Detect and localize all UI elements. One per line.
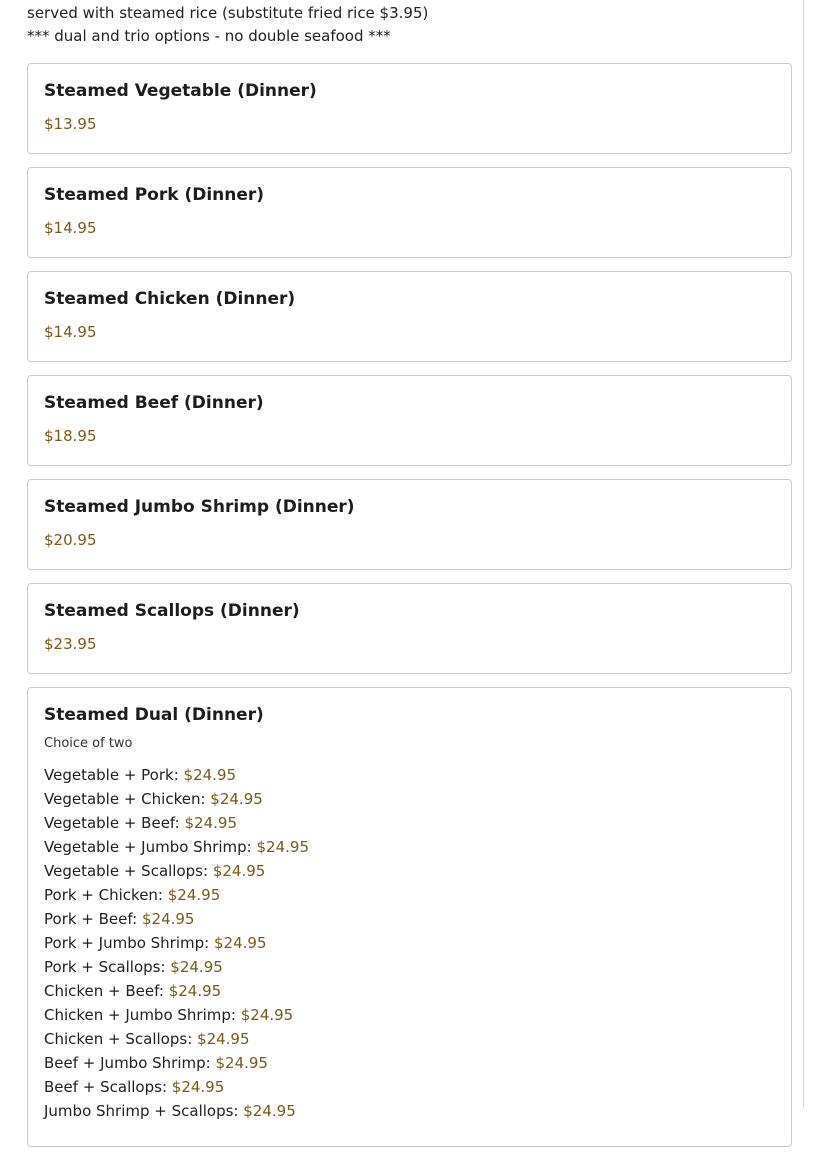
option-price: $24.95 <box>167 886 221 904</box>
option-label: Vegetable + Chicken: <box>44 790 206 808</box>
option-price: $24.95 <box>170 958 223 976</box>
option-label: Vegetable + Scallops: <box>44 862 209 880</box>
option-label: Jumbo Shrimp + Scallops: <box>44 1102 239 1120</box>
dual-option[interactable] <box>44 931 775 955</box>
menu-item-price: $13.95 <box>44 115 97 133</box>
intro-rice-note: served with steamed rice (substitute fried rice $3.95) <box>27 4 429 22</box>
option-price: $24.95 <box>141 910 195 928</box>
option-price: $24.95 <box>215 1054 268 1072</box>
option-price: $24.95 <box>183 766 237 784</box>
menu-item-name: Steamed Scallops (Dinner) <box>44 601 300 621</box>
option-price: $24.95 <box>214 934 267 952</box>
section-intro <box>27 2 428 48</box>
dual-dinner-card[interactable] <box>27 687 792 1147</box>
menu-item-card[interactable] <box>27 271 792 362</box>
option-price: $24.95 <box>197 1030 250 1048</box>
menu-item-name: Steamed Pork (Dinner) <box>44 185 265 205</box>
dual-option[interactable] <box>44 1051 775 1075</box>
menu-item-name: Steamed Jumbo Shrimp (Dinner) <box>44 497 355 517</box>
menu-item-card[interactable] <box>27 167 792 258</box>
option-price: $24.95 <box>168 982 222 1000</box>
option-label: Chicken + Beef: <box>44 982 164 1000</box>
option-label: Vegetable + Pork: <box>44 766 179 784</box>
dual-option[interactable] <box>44 1027 775 1051</box>
option-price: $24.95 <box>243 1102 296 1120</box>
dual-option[interactable] <box>44 1075 775 1099</box>
option-label: Chicken + Jumbo Shrimp: <box>44 1006 236 1024</box>
option-label: Pork + Jumbo Shrimp: <box>44 934 210 952</box>
menu-item-card[interactable] <box>27 63 792 154</box>
option-label: Beef + Jumbo Shrimp: <box>44 1054 211 1072</box>
menu-item-list <box>27 63 792 1160</box>
option-label: Pork + Scallops: <box>44 958 166 976</box>
menu-item-name: Steamed Vegetable (Dinner) <box>44 81 317 101</box>
menu-item-card[interactable] <box>27 375 792 466</box>
scroll-divider <box>803 0 804 1107</box>
dual-option[interactable] <box>44 859 775 883</box>
menu-item-price: $18.95 <box>44 427 97 445</box>
dual-option[interactable] <box>44 979 775 1003</box>
dual-option[interactable] <box>44 1099 775 1123</box>
option-price: $24.95 <box>210 790 263 808</box>
option-label: Vegetable + Beef: <box>44 814 180 832</box>
menu-item-price: $14.95 <box>44 323 97 341</box>
menu-item-card[interactable] <box>27 583 792 674</box>
menu-item-name: Steamed Chicken (Dinner) <box>44 289 296 309</box>
menu-item-price: $20.95 <box>44 531 97 549</box>
dual-option[interactable] <box>44 955 775 979</box>
option-price: $24.95 <box>212 862 266 880</box>
option-label: Beef + Scallops: <box>44 1078 167 1096</box>
dual-option[interactable] <box>44 811 775 835</box>
option-label: Pork + Chicken: <box>44 886 163 904</box>
option-price: $24.95 <box>256 838 310 856</box>
dual-option[interactable] <box>44 763 775 787</box>
menu-item-price: $14.95 <box>44 219 97 237</box>
menu-item-name: Steamed Beef (Dinner) <box>44 393 264 413</box>
menu-item-name: Steamed Dual (Dinner) <box>44 705 264 725</box>
choice-subtitle: Choice of two <box>44 736 133 751</box>
dual-option[interactable] <box>44 907 775 931</box>
option-label: Pork + Beef: <box>44 910 138 928</box>
option-price: $24.95 <box>240 1006 294 1024</box>
dual-option-list <box>44 763 775 1123</box>
menu-item-card[interactable] <box>27 479 792 570</box>
intro-options-note: *** dual and trio options - no double seafood *** <box>27 27 391 45</box>
option-price: $24.95 <box>184 814 237 832</box>
dual-option[interactable] <box>44 1003 775 1027</box>
option-price: $24.95 <box>171 1078 225 1096</box>
dual-option[interactable] <box>44 883 775 907</box>
option-label: Vegetable + Jumbo Shrimp: <box>44 838 252 856</box>
dual-option[interactable] <box>44 835 775 859</box>
menu-item-price: $23.95 <box>44 635 97 653</box>
dual-option[interactable] <box>44 787 775 811</box>
option-label: Chicken + Scallops: <box>44 1030 193 1048</box>
